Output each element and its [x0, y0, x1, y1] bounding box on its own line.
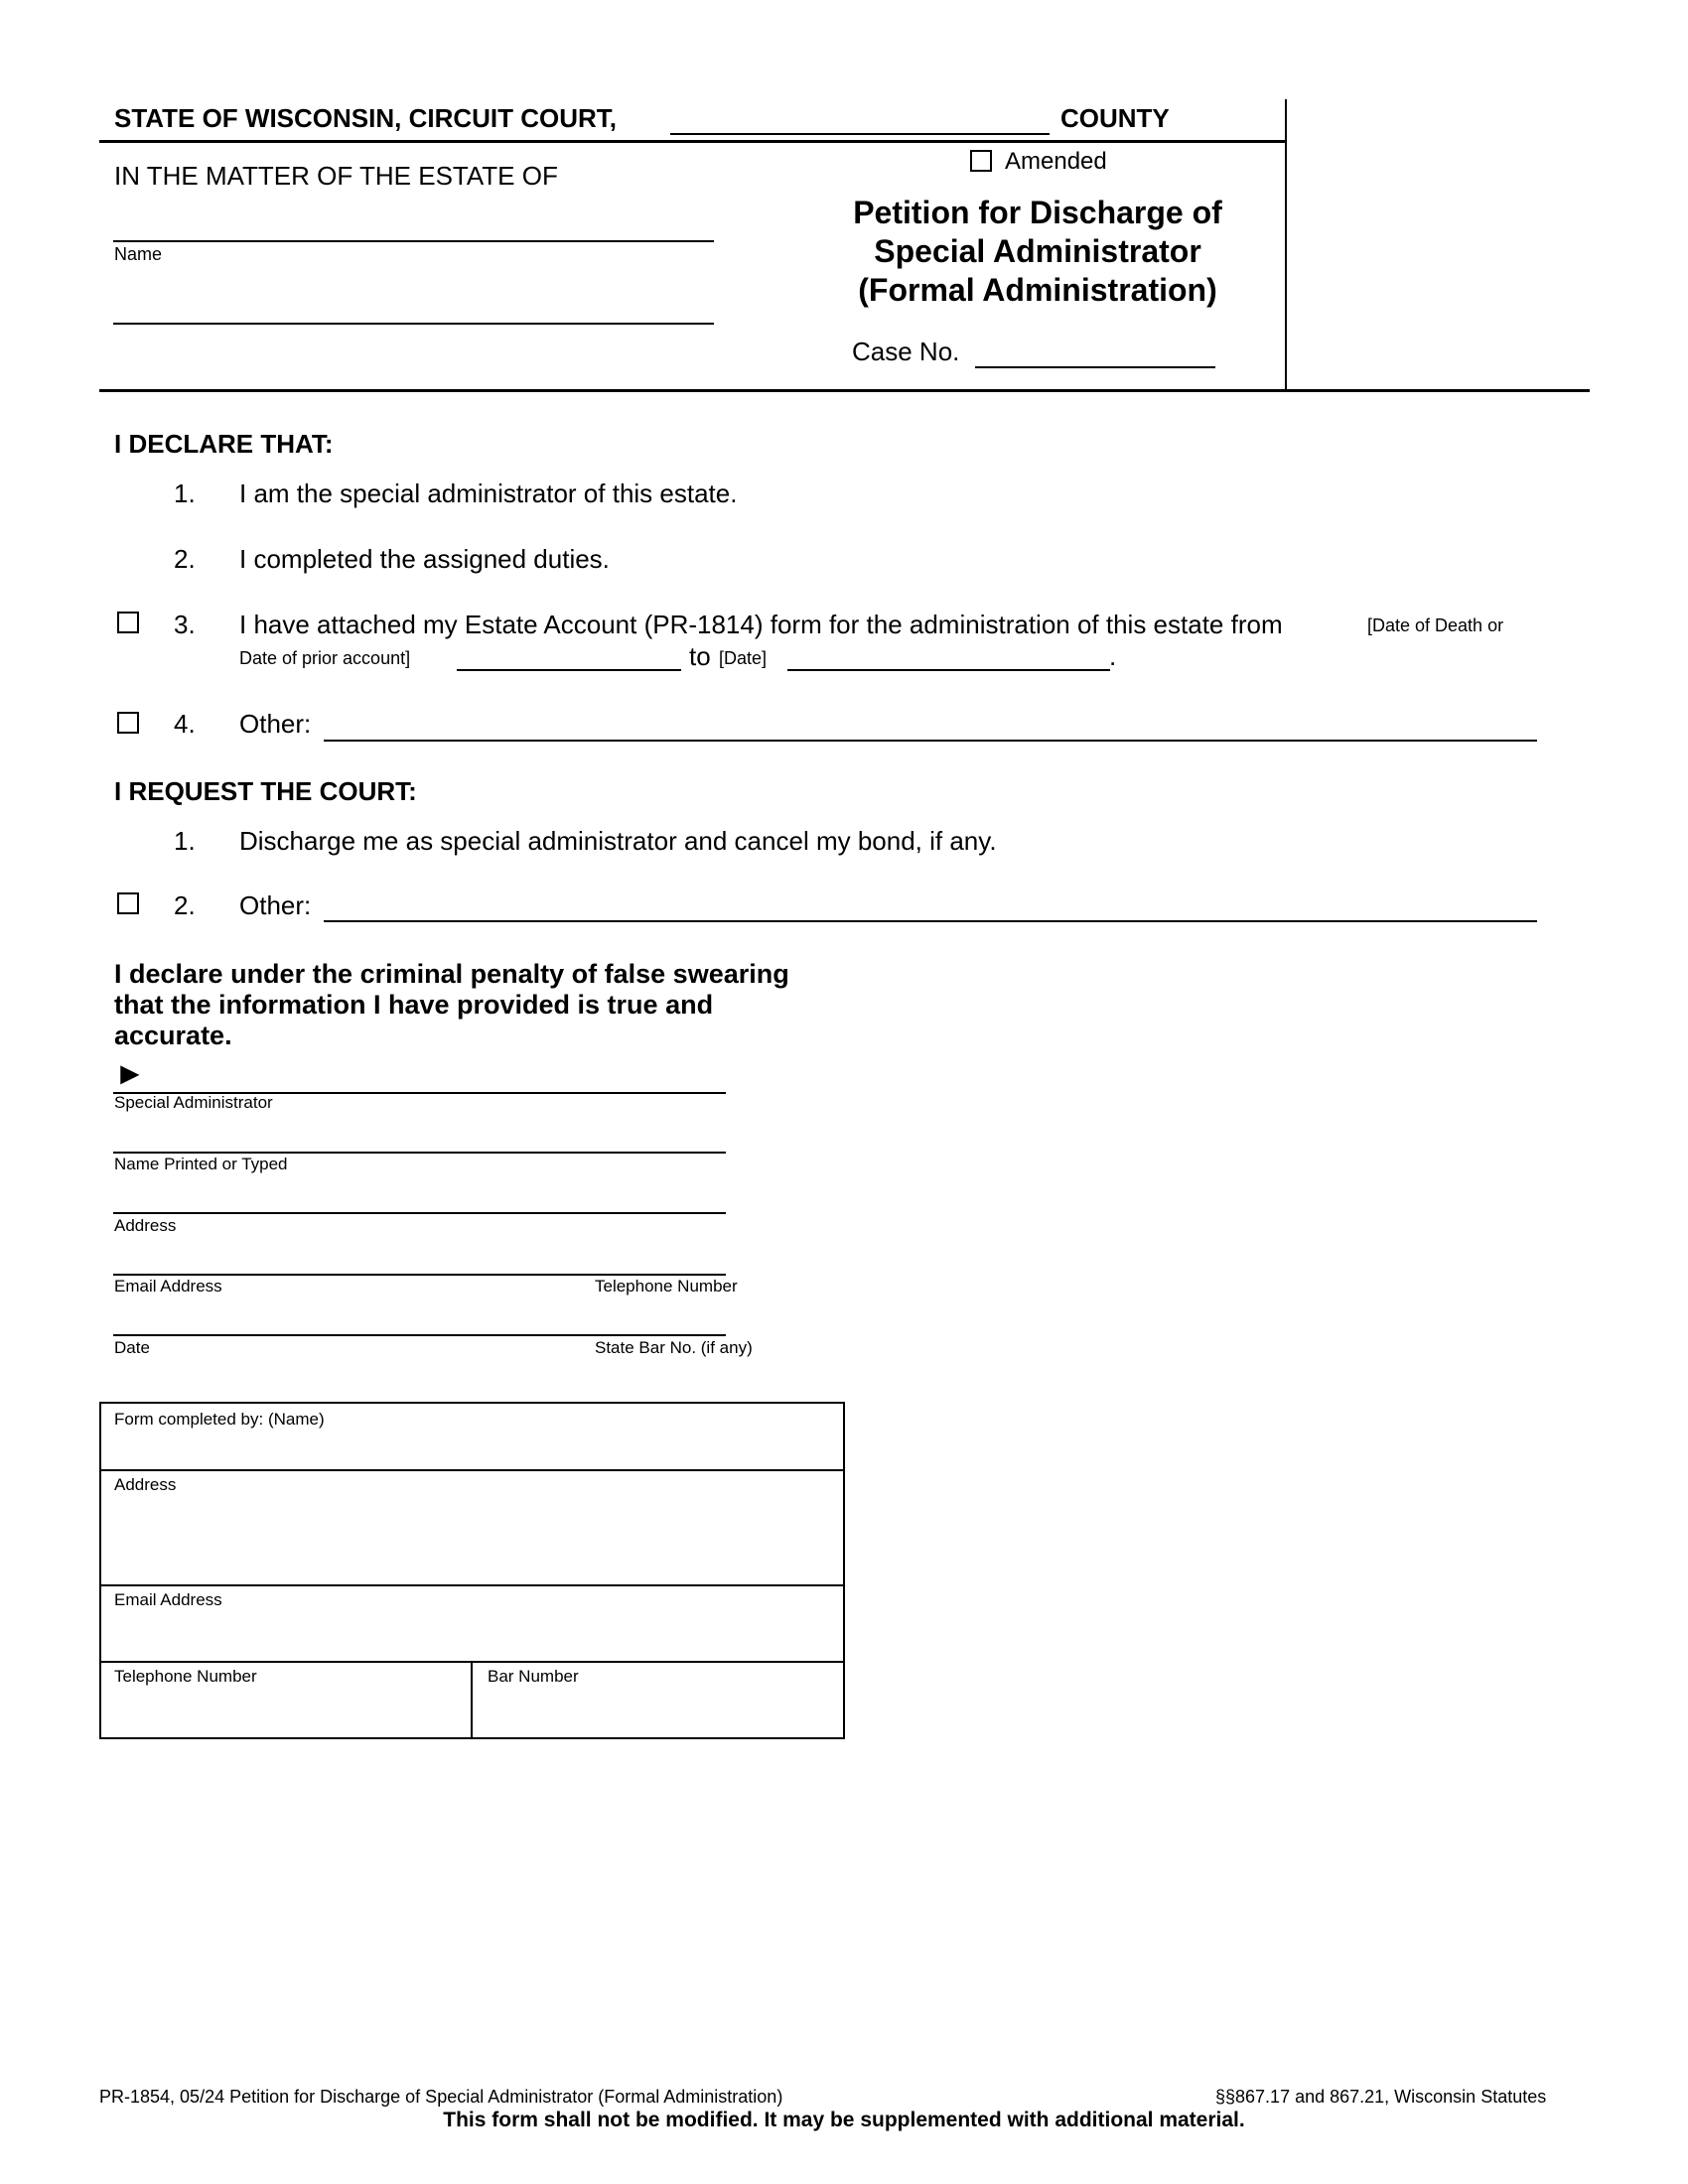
box-divider-vertical [471, 1661, 473, 1739]
declare-item-3-hint-b: Date of prior account] [239, 648, 411, 668]
signature-input[interactable] [113, 1060, 726, 1094]
header-bottom-rule [99, 389, 1590, 392]
declaration-line-1: I declare under the criminal penalty of false swearing [114, 959, 789, 989]
title-line-2: Special Administrator [874, 233, 1201, 269]
form-title [794, 194, 1281, 310]
footer-notice: This form shall not be modified. It may be supplemented with additional material. [443, 2109, 1245, 2131]
special-admin-label: Special Administrator [114, 1093, 273, 1112]
penalty-declaration [114, 959, 789, 1051]
estate-of-label: IN THE MATTER OF THE ESTATE OF [114, 161, 558, 191]
to-date-input[interactable] [787, 643, 1110, 671]
case-no-label: Case No. [852, 337, 960, 366]
declare-item-4-number: 4. [174, 709, 196, 739]
decedent-name-line-2[interactable] [113, 293, 714, 325]
name-printed-input[interactable] [113, 1122, 726, 1154]
case-no-input[interactable] [975, 337, 1215, 368]
footer-form-id: PR-1854, 05/24 Petition for Discharge of Special Administrator (Formal Administration) [99, 2087, 783, 2107]
declare-item-4-checkbox[interactable] [117, 712, 139, 734]
declare-item-3-text: I have attached my Estate Account (PR-1814) form for the administration of this estate from [239, 610, 1283, 639]
declare-item-3-hint-a: [Date of Death or [1367, 615, 1504, 635]
declare-item-2-number: 2. [174, 544, 196, 574]
telephone-label: Telephone Number [595, 1277, 738, 1296]
declare-item-4-label: Other: [239, 709, 312, 739]
address-label: Address [114, 1216, 177, 1235]
signature-arrow-icon: ► [114, 1055, 146, 1091]
amended-checkbox[interactable] [970, 150, 992, 172]
header-top-rule [99, 140, 1287, 143]
declare-item-2-text: I completed the assigned duties. [239, 544, 610, 574]
request-item-1-number: 1. [174, 826, 196, 856]
decedent-name-input[interactable] [113, 210, 714, 242]
declare-item-3-checkbox[interactable] [117, 612, 139, 633]
completed-by-name-field[interactable]: Form completed by: (Name) [114, 1410, 325, 1429]
title-line-1: Petition for Discharge of [853, 195, 1222, 230]
name-label: Name [114, 244, 163, 264]
request-item-1-text: Discharge me as special administrator and cancel my bond, if any. [239, 826, 997, 856]
from-date-input[interactable] [457, 643, 681, 671]
amended-label: Amended [1005, 148, 1107, 175]
state-court-label: STATE OF WISCONSIN, CIRCUIT COURT, [114, 103, 618, 133]
email-label: Email Address [114, 1277, 222, 1296]
declare-other-input[interactable] [324, 710, 1537, 742]
declare-item-3-number: 3. [174, 610, 196, 639]
declare-item-1-number: 1. [174, 478, 196, 508]
request-item-2-number: 2. [174, 890, 196, 920]
header-vertical-rule [1285, 99, 1287, 391]
request-heading: I REQUEST THE COURT: [114, 776, 417, 806]
box-divider-2 [99, 1584, 845, 1586]
request-other-input[interactable] [324, 890, 1537, 922]
county-input[interactable] [670, 103, 1050, 135]
date-bar-input[interactable] [113, 1304, 726, 1336]
address-input[interactable] [113, 1182, 726, 1214]
footer-statutes: §§867.17 and 867.21, Wisconsin Statutes [1215, 2087, 1547, 2107]
title-line-3: (Formal Administration) [858, 272, 1217, 308]
declare-item-3-period: . [1109, 641, 1117, 671]
to-label: to [689, 641, 711, 671]
date-label: Date [114, 1338, 150, 1357]
email-telephone-input[interactable] [113, 1244, 726, 1276]
declare-item-3-hint-c: [Date] [719, 648, 768, 668]
completed-by-email-field[interactable]: Email Address [114, 1590, 222, 1609]
request-item-2-checkbox[interactable] [117, 892, 139, 914]
declare-heading: I DECLARE THAT: [114, 429, 334, 459]
name-printed-label: Name Printed or Typed [114, 1155, 288, 1173]
county-label: COUNTY [1060, 103, 1170, 133]
declare-item-1-text: I am the special administrator of this estate. [239, 478, 738, 508]
completed-by-telephone-field[interactable]: Telephone Number [114, 1667, 257, 1686]
declaration-line-3: accurate. [114, 1021, 232, 1050]
request-item-2-label: Other: [239, 890, 312, 920]
declaration-line-2: that the information I have provided is true and [114, 990, 714, 1020]
box-divider-1 [99, 1469, 845, 1471]
completed-by-bar-field[interactable]: Bar Number [488, 1667, 579, 1686]
completed-by-address-field[interactable]: Address [114, 1475, 177, 1494]
state-bar-label: State Bar No. (if any) [595, 1338, 753, 1357]
